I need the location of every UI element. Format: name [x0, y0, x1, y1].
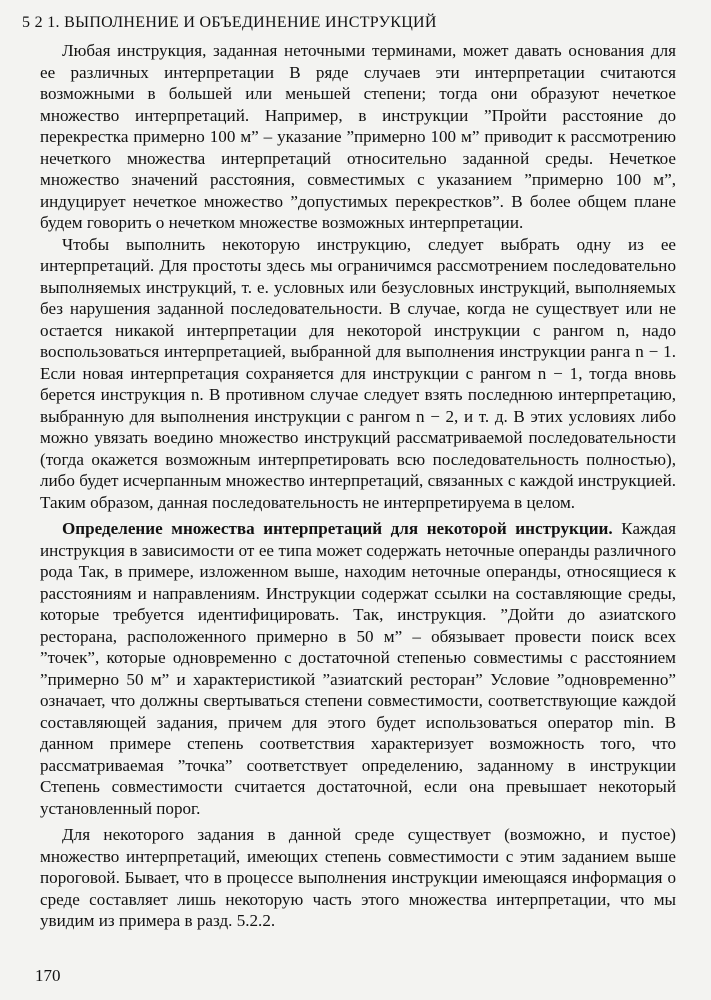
paragraph-heading: Определение множества интерпретаций для некоторой инструкции.: [62, 519, 613, 538]
paragraph-threshold: Для некоторого задания в данной среде существует (возможно, и пустое) множество интерпретаций, имеющих степень совместимости с этим заданием выше пороговой. Бывает, что в процессе выполнения инструкции имеющаяся информация о среде составляет лишь некоторую часть этого множества интерпретации, что мы увидим из примера в разд. 5.2.2.: [40, 825, 676, 930]
paragraph-fuzzy-instructions: Любая инструкция, заданная неточными терминами, может давать основания для ее различных интерпретации В ряде случаев эти интерпретации считаются возможными в большей или меньшей степени; тогда они образуют нечеткое множество интерпретаций. Например, в инструкции ”Пройти расстояние до перекрестка примерно 100 м” – указание ”примерно 100 м” приводит к рассмотрению нечеткого множества интерпретаций относительно заданной среды. Нечеткое множество значений расстояния, совместимых с указанием ”примерно 100 м”, индуцирует нечеткое множество ”допустимых перекрестков”. В более общем плане будем говорить о нечетком множестве возможных интерпретации.: [40, 41, 676, 232]
paragraph-interpretation-set: [40, 518, 676, 819]
body-text: [40, 40, 676, 932]
page-number: 170: [35, 966, 61, 985]
paragraph-sequential-execution: Чтобы выполнить некоторую инструкцию, следует выбрать одну из ее интерпретаций. Для простоты здесь мы ограничимся рассмотрением последовательно выполняемых инструкций, т. е. условных или безусловных инструкций, выполняемых без нарушения заданной последовательности. В случае, когда не существует или не остается никакой интерпретации для некоторой инструкции с рангом n, надо воспользоваться интерпретацией, выбранной для выполнения инструкции ранга n − 1. Если новая интерпретация сохраняется для инструкции с рангом n − 1, тогда вновь берется инструкция n. В противном случае следует взять последнюю интерпретацию, выбранную для выполнения инструкции с рангом n − 2, и т. д. В этих условиях либо можно увязать воедино множество инструкций рассматриваемой последовательности (тогда окажется возможным интерпретировать всю последовательность полностью), либо будет исчерпанным множество интерпретаций, связанных с каждой инструкцией. Таким образом, данная последовательность не интерпретируема в целом.: [40, 234, 676, 512]
running-header: 5 2 1. ВЫПОЛНЕНИЕ И ОБЪЕДИНЕНИЕ ИНСТРУКЦИЙ: [22, 14, 437, 31]
paragraph-interpretation-text: Каждая инструкция в зависимости от ее типа может содержать неточные операнды различного рода Так, в примере, изложенном выше, находим неточные операнды, относящиеся к расстояниям и направлениям. Инструкции содержат ссылки на составляющие среды, которые требуется идентифицировать. Так, инструкция. ”Дойти до азиатского ресторана, расположенного примерно в 50 м” – обязывает провести поиск всех ”точек”, которые одновременно с достаточной степенью совместимы с расстоянием ”примерно 50 м” и характеристикой ”азиатский ресторан” Условие ”одновременно” означает, что должны свертываться степени совместимости, соответствующие каждой составляющей задания, причем для этого будет использоваться оператор min. В данном примере степень соответствия характеризует возможность того, что рассматриваемая ”точка” соответствует определению, заданному в инструкции Степень совместимости считается достаточной, если она превышает некоторый установленный порог.: [40, 519, 676, 818]
